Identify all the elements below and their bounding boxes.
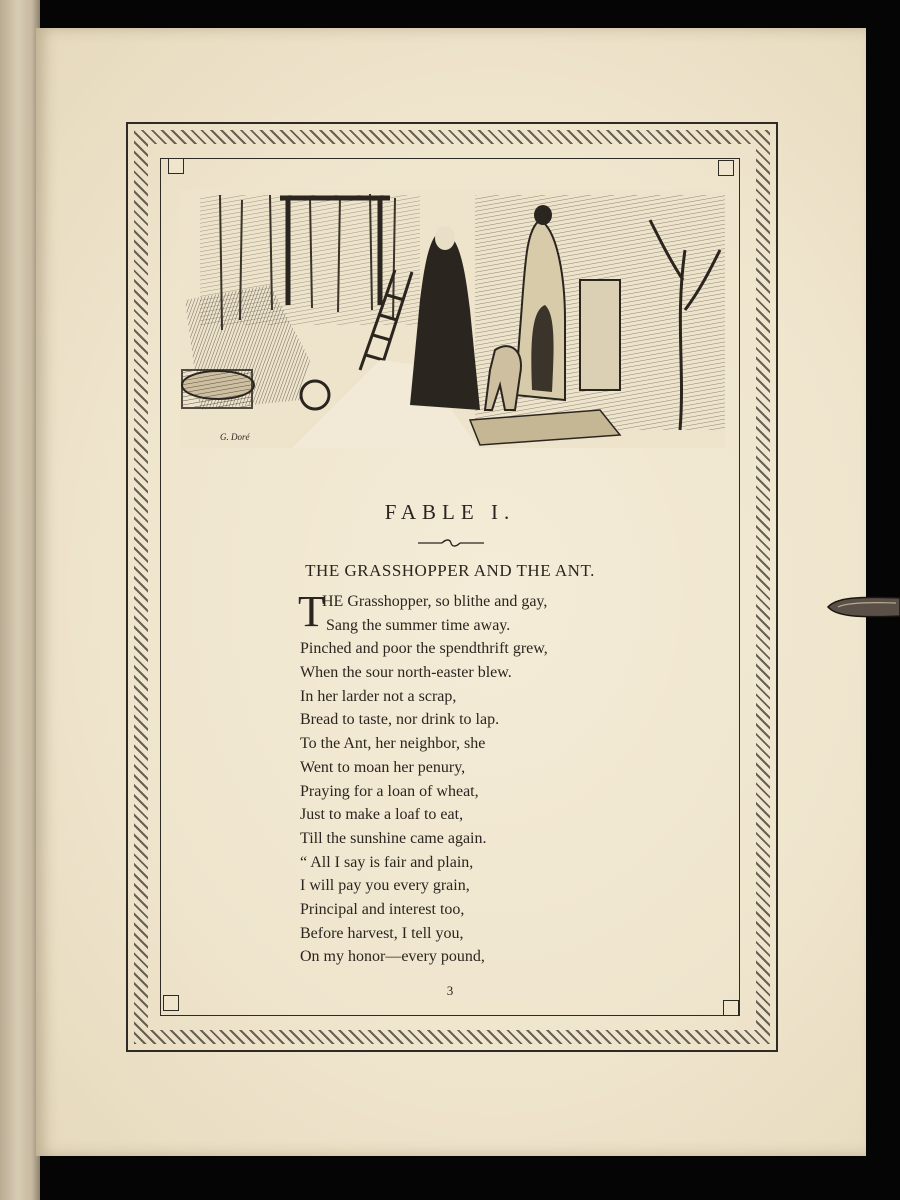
poem-line: In her larder not a scrap, (300, 687, 457, 705)
poem-line: Praying for a loan of wheat, (300, 782, 479, 800)
illustration-signature: G. Doré (220, 432, 250, 442)
frame-corner-bottom-right (723, 1000, 739, 1016)
book-spine-edge (0, 0, 40, 1200)
poem-text (298, 587, 730, 969)
fable-title: FABLE I. (384, 500, 516, 524)
drop-cap: T (298, 587, 325, 636)
poem-line: Till the sunshine came again. (300, 829, 487, 847)
poem-line: Sang the summer time away. (326, 616, 511, 634)
poem-line: Went to moan her penury, (300, 758, 466, 776)
fable-subtitle: THE GRASSHOPPER AND THE ANT. (305, 561, 595, 580)
poem-line: I will pay you every grain, (300, 877, 470, 895)
poem-line: To the Ant, her neighbor, she (300, 735, 486, 753)
page-number: 3 (446, 983, 454, 998)
poem-line: On my honor—every pound, (300, 948, 485, 966)
title-ornament (418, 538, 484, 548)
poem-first-line-text: HE Grasshopper, so blithe and gay, (322, 593, 548, 610)
poem-line: When the sour north-easter blew. (300, 664, 512, 682)
poem-line: Just to make a loaf to eat, (300, 806, 464, 824)
frame-corner-top-left (168, 158, 184, 174)
poem-line: “ All I say is fair and plain, (300, 853, 474, 871)
poem-line: Pinched and poor the spendthrift grew, (300, 640, 548, 658)
engraving-illustration (180, 190, 725, 448)
poem-line: Bread to taste, nor drink to lap. (300, 711, 500, 729)
frame-corner-top-right (718, 160, 734, 176)
poem-line: Before harvest, I tell you, (300, 924, 464, 942)
poem-line: Principal and interest too, (300, 900, 465, 918)
bookmark-tab (826, 592, 900, 622)
